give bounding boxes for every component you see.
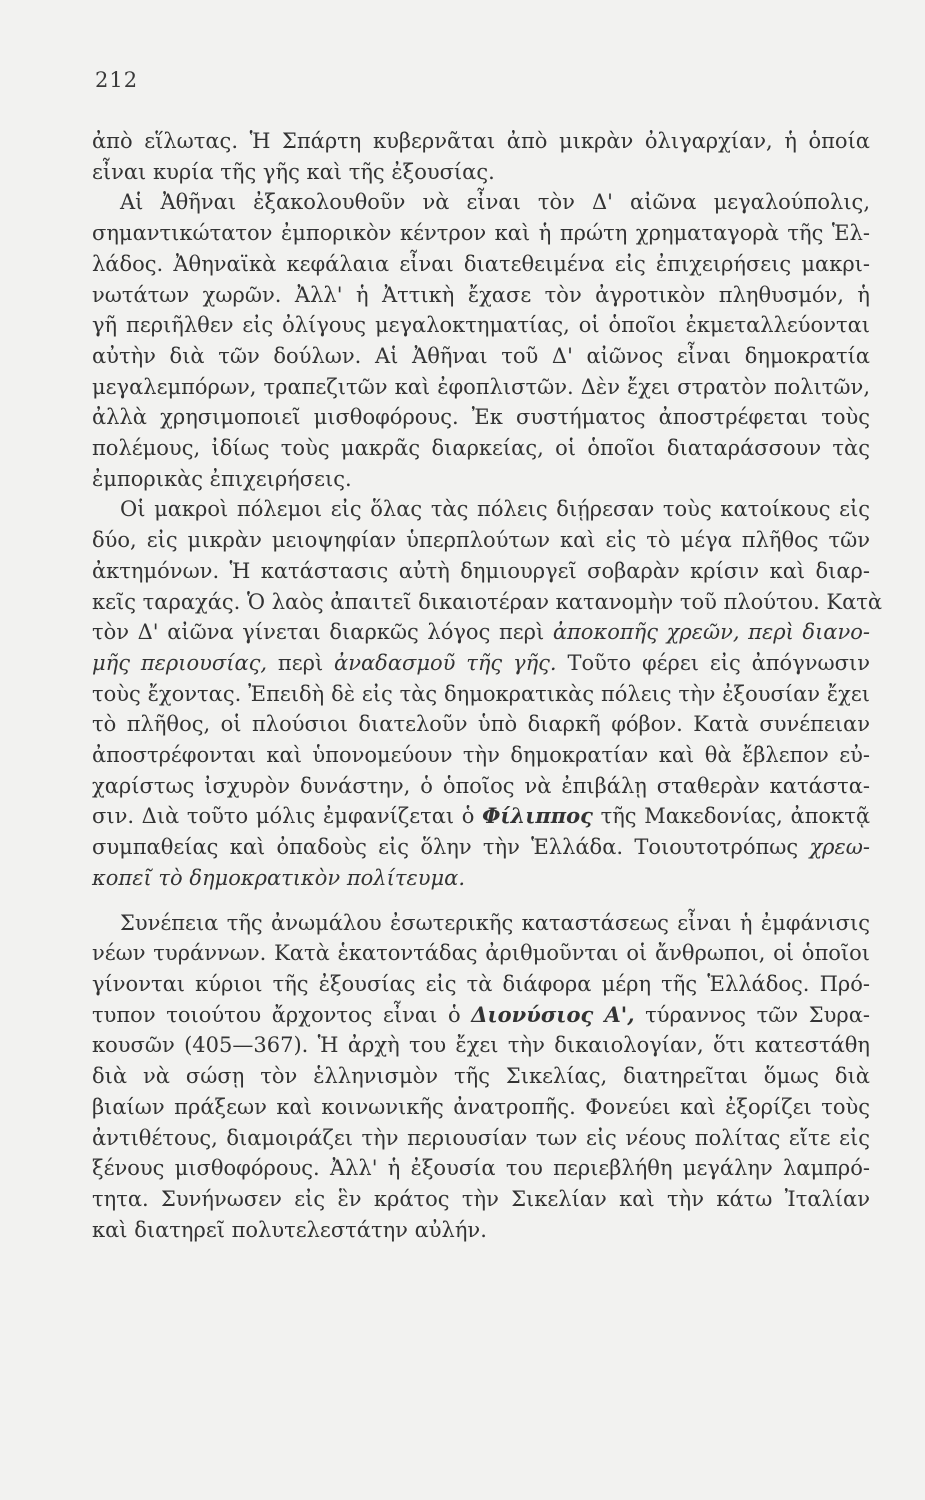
text-line: ἀκτημόνων. Ἡ κατάστασις αὐτὴ δημιουργεῖ σοβαρὰν κρίσιν καὶ διαρ- [92,558,870,583]
text-line: βιαίων πράξεων καὶ κοινωνικῆς ἀνατροπῆς. Φονεύει καὶ ἐξορίζει τοὺς [92,1094,870,1119]
paragraph-2 [92,187,870,494]
paragraph-1 [92,126,870,187]
text-run: τῆς Μακεδονίας, ἀποκτᾷ [592,804,870,829]
text-line: τὸ πλῆθος, οἱ πλούσιοι διατελοῦν ὑπὸ διαρκῆ φόβον. Κατὰ συνέπειαν [92,712,870,737]
text-line [92,1000,870,1031]
text-line: τοὺς ἔχοντας. Ἐπειδὴ δὲ εἰς τὰς δημοκρατικὰς πόλεις τὴν ἐξουσίαν ἔχει [92,681,870,706]
text-run: συμπαθείας καὶ ὀπαδοὺς εἰς ὅλην τὴν Ἑλλάδα. Τοιουτοτρόπως [92,835,810,860]
text-line: χαρίστως ἰσχυρὸν δυνάστην, ὁ ὁποῖος νὰ ἐπιβάλῃ σταθερὰν κατάστα- [92,773,870,798]
text-line: αὐτὴν διὰ τῶν δούλων. Αἱ Ἀθῆναι τοῦ Δ' αἰῶνος εἶναι δημοκρατία [92,343,870,368]
text-line: μεγαλεμπόρων, τραπεζιτῶν καὶ ἐφοπλιστῶν. Δὲν ἔχει στρατὸν πολιτῶν, [92,374,870,399]
text-line [92,617,870,648]
name-dionysios: Διονύσιος Α', [471,1001,635,1027]
text-run: σιν. Διὰ τοῦτο μόλις ἐμφανίζεται ὁ [92,804,483,829]
text-line: κουσῶν (405—367). Ἡ ἀρχὴ του ἔχει τὴν δικαιολογίαν, ὅτι κατεστάθη [92,1033,870,1058]
text-run: περὶ [267,650,335,675]
text-line: ἀντιθέτους, διαμοιράζει τὴν περιουσίαν των εἰς νέους πολίτας εἴτε εἰς [92,1125,870,1150]
text-run: τὸν Δ' αἰῶνα γίνεται διαρκῶς λόγος περὶ [92,620,553,645]
paragraph-3 [92,494,883,893]
text-line: διὰ νὰ σώσῃ τὸν ἑλληνισμὸν τῆς Σικελίας, διατηρεῖται ὅμως διὰ [92,1064,870,1089]
paragraph-gap [92,894,870,908]
text-line: ἀποστρέφονται καὶ ὑπονομεύουν τὴν δημοκρατίαν καὶ θὰ ἔβλεπον εὐ- [92,743,870,768]
text-line: σημαντικώτατον ἐμπορικὸν κέντρον καὶ ἡ πρώτη χρηματαγορὰ τῆς Ἑλ- [92,221,870,246]
text-line: ἀπὸ εἵλωτας. Ἡ Σπάρτη κυβερνᾶται ἀπὸ μικρὰν ὀλιγαρχίαν, ἡ ὁποία [92,129,870,153]
text-line [92,648,870,679]
text-line: ἐμπορικὰς ἐπιχειρήσεις. [92,466,352,491]
text-line: ἀλλὰ χρησιμοποιεῖ μισθοφόρους. Ἐκ συστήματος ἀποστρέφεται τοὺς [92,405,870,430]
text-line: γῆ περιῆλθεν εἰς ὀλίγους μεγαλοκτηματίας, οἱ ὁποῖοι ἐκμεταλλεύονται [92,313,870,338]
text-line: Οἱ μακροὶ πόλεμοι εἰς ὅλας τὰς πόλεις διῄρεσαν τοὺς κατοίκους εἰς [120,497,870,522]
text-line: πολέμους, ἰδίως τοὺς μακρᾶς διαρκείας, οἱ ὁποῖοι διαταράσσουν τὰς [92,436,870,461]
italic-phrase: ἀποκοπῆς χρεῶν, περὶ διανο- [552,620,870,645]
paragraph-4 [92,908,870,1246]
text-line [92,863,870,894]
name-philippos: Φίλιππος [482,803,593,829]
italic-phrase: ἀναδασμοῦ τῆς γῆς. [334,650,557,675]
italic-phrase: κοπεῖ τὸ δημοκρατικὸν πολίτευμα. [92,865,465,890]
text-line: δύο, εἰς μικρὰν μειοψηφίαν ὑπερπλούτων καὶ εἰς τὸ μέγα πλῆθος τῶν [92,528,870,553]
text-line: γίνονται κύριοι τῆς ἐξουσίας εἰς τὰ διάφορα μέρη τῆς Ἑλλάδος. Πρό- [92,971,870,996]
text-line: Συνέπεια τῆς ἀνωμάλου ἐσωτερικῆς καταστάσεως εἶναι ἡ ἐμφάνισις [120,910,870,935]
text-line: εἶναι κυρία τῆς γῆς καὶ τῆς ἐξουσίας. [92,159,495,184]
text-line [92,801,870,832]
text-line: νωτάτων χωρῶν. Ἀλλ' ἡ Ἀττικὴ ἔχασε τὸν ἀγροτικὸν πληθυσμόν, ἡ [92,282,870,307]
text-run: τυπον τοιούτου ἄρχοντος εἶναι ὁ [92,1002,472,1027]
text-line: τητα. Συνήνωσεν εἰς ἓν κράτος τὴν Σικελίαν καὶ τὴν κάτω Ἰταλίαν [92,1186,870,1211]
body-text [92,126,883,1245]
italic-phrase: μῆς περιουσίας, [92,650,268,675]
text-line: κεῖς ταραχάς. Ὁ λαὸς ἀπαιτεῖ δικαιοτέραν κατανομὴν τοῦ πλούτου. Κατὰ [92,589,883,614]
text-line: καὶ διατηρεῖ πολυτελεστάτην αὐλήν. [92,1217,487,1242]
text-line: Αἱ Ἀθῆναι ἐξακολουθοῦν νὰ εἶναι τὸν Δ' αἰῶνα μεγαλούπολις, [120,190,870,215]
italic-phrase: χρεω- [809,835,870,860]
text-line: νέων τυράννων. Κατὰ ἑκατοντάδας ἀριθμοῦνται οἱ ἄνθρωποι, οἱ ὁποῖοι [92,941,870,966]
text-run: τύραννος τῶν Συρα- [634,1002,870,1027]
text-line: λάδος. Ἀθηναϊκὰ κεφάλαια εἶναι διατεθειμένα εἰς ἐπιχειρήσεις μακρι- [92,251,870,276]
text-line: ξένους μισθοφόρους. Ἀλλ' ἡ ἐξουσία του περιεβλήθη μεγάλην λαμπρό- [92,1156,870,1181]
text-run: Τοῦτο φέρει εἰς ἀπόγνωσιν [556,650,870,675]
page-number: 212 [95,68,139,92]
text-line [92,832,870,863]
